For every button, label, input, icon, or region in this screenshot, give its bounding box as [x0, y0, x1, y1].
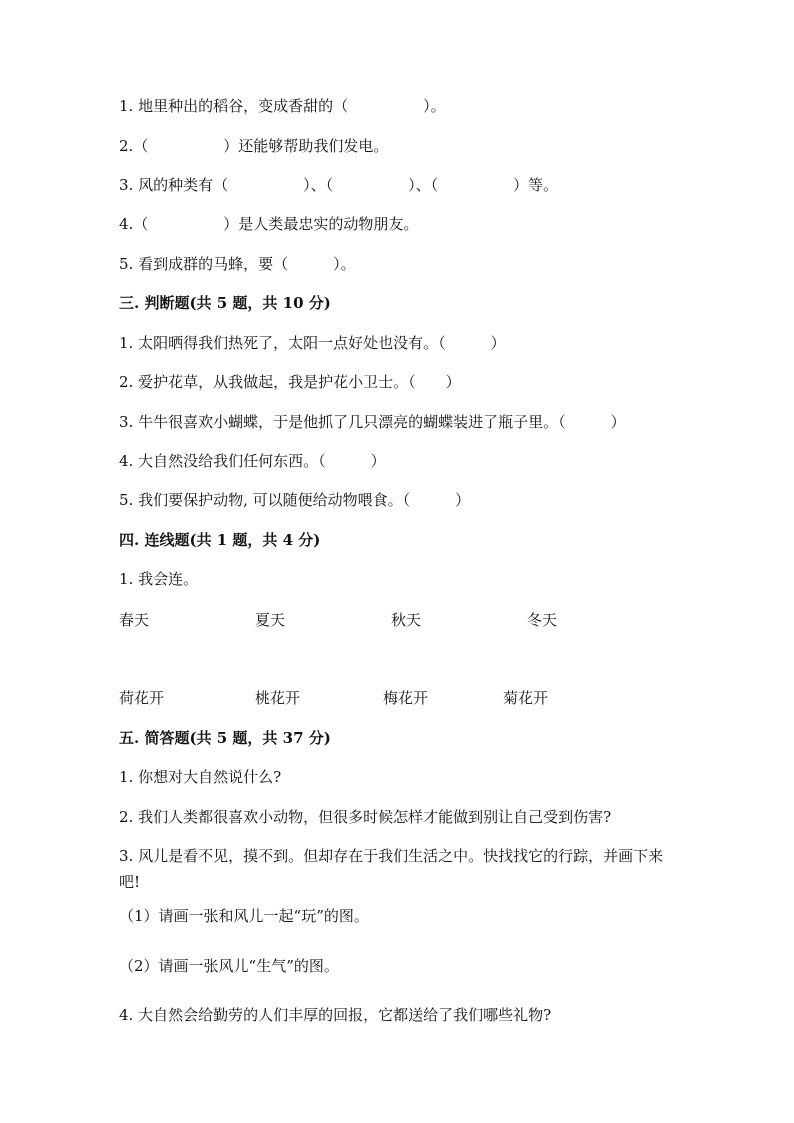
judge-question-1: 1. 太阳晒得我们热死了，太阳一点好处也没有。（ ）: [119, 334, 506, 352]
short-answer-question-4: 4. 大自然会给勤劳的人们丰厚的回报，它都送给了我们哪些礼物?: [119, 1006, 552, 1024]
fill-blank-question-5: 5. 看到成群的马蜂，要（ ）。: [119, 255, 356, 273]
judge-section-title: 三. 判断题(共 5 题，共 10 分): [119, 294, 331, 312]
flower-chrysanthemum: 菊花开: [503, 689, 549, 707]
judge-question-4: 4. 大自然没给我们任何东西。（ ）: [119, 452, 386, 470]
judge-question-2: 2. 爱护花草，从我做起，我是护花小卫士。（ ）: [119, 373, 461, 391]
flower-plum: 梅花开: [383, 689, 429, 707]
short-answer-question-3-sub-1: （1）请画一张和风儿一起“玩”的图。: [119, 907, 369, 925]
short-answer-question-3: 3. 风儿是看不见，摸不到。但却存在于我们生活之中。快找找它的行踪，并画下来吧!: [119, 847, 664, 891]
short-answer-section-title: 五. 简答题(共 5 题，共 37 分): [119, 729, 331, 747]
judge-question-3: 3. 牛牛很喜欢小蝴蝶，于是他抓了几只漂亮的蝴蝶装进了瓶子里。（ ）: [119, 413, 626, 431]
flower-peach: 桃花开: [255, 689, 301, 707]
short-answer-question-3-sub-2: （2）请画一张风儿“生气”的图。: [119, 957, 339, 975]
short-answer-question-2: 2. 我们人类都很喜欢小动物，但很多时候怎样才能做到别让自己受到伤害?: [119, 808, 612, 826]
flower-lotus: 荷花开: [119, 689, 165, 707]
match-question-1: 1. 我会连。: [119, 570, 199, 588]
fill-blank-question-2: 2.（ ）还能够帮助我们发电。: [119, 137, 389, 155]
match-section-title: 四. 连线题(共 1 题，共 4 分): [119, 531, 321, 549]
short-answer-question-1: 1. 你想对大自然说什么?: [119, 768, 282, 786]
fill-blank-question-4: 4.（ ）是人类最忠实的动物朋友。: [119, 215, 419, 233]
fill-blank-question-3: 3. 风的种类有（ ）、（ ）、（ ）等。: [119, 176, 559, 194]
fill-blank-question-1: 1. 地里种出的稻谷，变成香甜的（ ）。: [119, 97, 446, 115]
season-summer: 夏天: [255, 611, 286, 629]
season-winter: 冬天: [527, 611, 558, 629]
judge-question-5: 5. 我们要保护动物, 可以随便给动物喂食。（ ）: [119, 491, 471, 509]
season-autumn: 秋天: [391, 611, 422, 629]
season-spring: 春天: [119, 611, 150, 629]
